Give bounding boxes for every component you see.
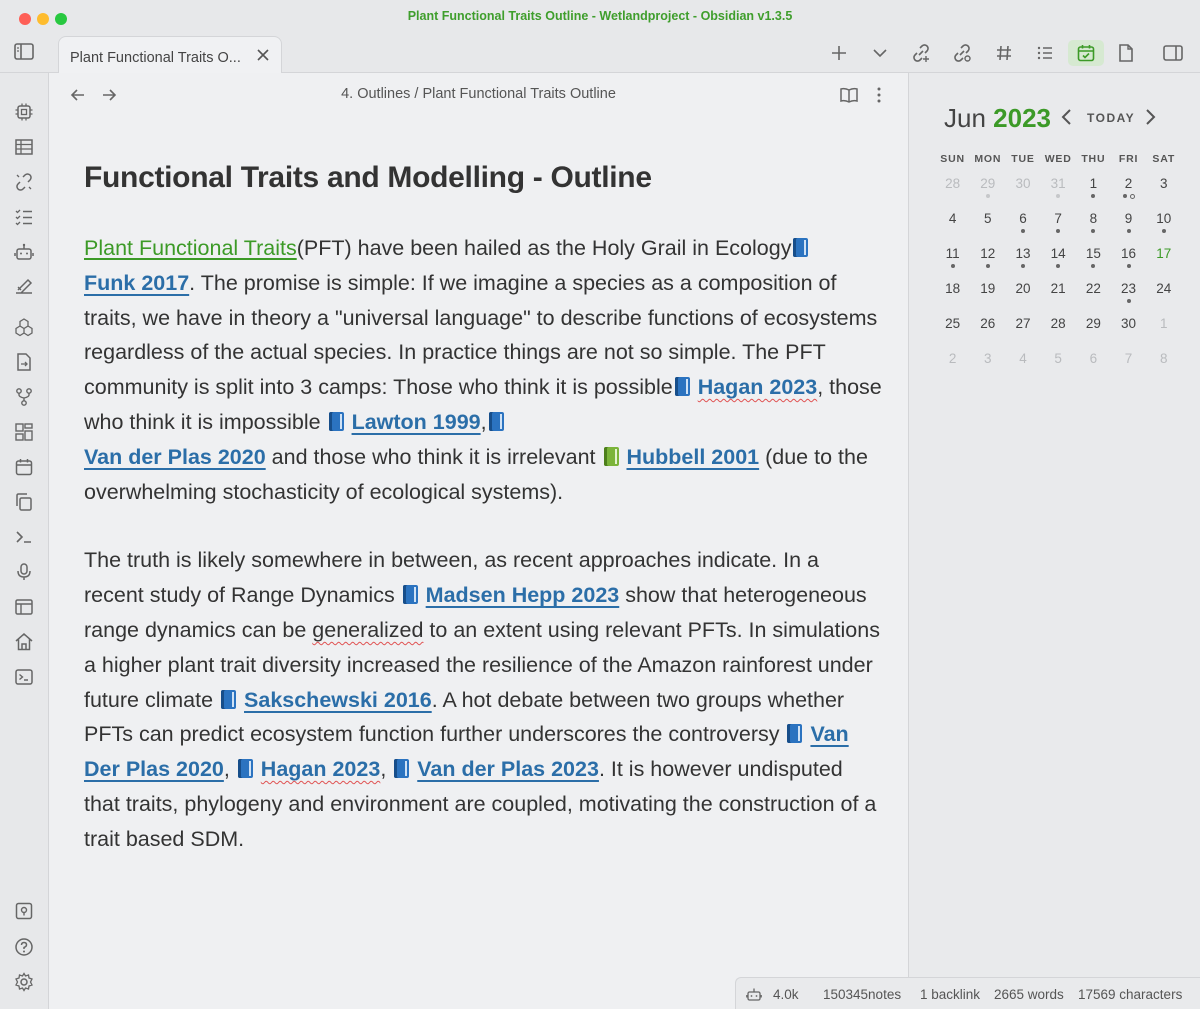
note-dot (1127, 264, 1131, 268)
note-dot (1056, 264, 1060, 268)
calendar-day-number: 30 (1121, 316, 1137, 331)
backlinks-count[interactable]: 1 backlink (920, 987, 981, 1002)
more-options-icon[interactable] (869, 85, 889, 105)
calendar-day[interactable] (1005, 209, 1040, 244)
terminal-icon[interactable] (12, 525, 36, 549)
calendar-day-number: 7 (1054, 211, 1062, 226)
calendar-day[interactable] (1041, 174, 1076, 209)
weekday-label: TUE (1011, 153, 1035, 165)
editor-pane (49, 73, 908, 1009)
citation-link-funk[interactable]: Funk 2017 (84, 270, 190, 295)
document[interactable] (84, 161, 884, 891)
calendar-week (935, 349, 1197, 384)
calendar-day[interactable] (1076, 349, 1111, 384)
citation-link-van-der-plas[interactable]: Van der Plas 2020 (84, 444, 266, 469)
note-indicator-dots (1076, 334, 1111, 340)
tab-plant-functional-traits[interactable] (58, 36, 282, 74)
text: , (223, 757, 236, 782)
calendar-day-number: 3 (984, 351, 992, 366)
book-icon (675, 377, 690, 396)
calendar-day[interactable] (935, 349, 970, 384)
note-dot (1127, 229, 1131, 233)
citation-link-van-der-plas-2020[interactable]: Van Der Plas 2020 (84, 722, 849, 782)
calendar-day[interactable] (970, 349, 1005, 384)
calendar-day[interactable] (1041, 279, 1076, 314)
book-icon (604, 447, 619, 466)
calendar-day-number: 13 (1015, 246, 1031, 261)
calendar-day[interactable] (970, 314, 1005, 349)
chevron-down-icon[interactable] (866, 40, 894, 66)
text: , (380, 757, 393, 782)
book-icon (221, 690, 236, 709)
note-indicator-dots (1005, 299, 1040, 305)
calendar-week (935, 209, 1197, 244)
calendar-day-number: 15 (1085, 246, 1101, 261)
note-indicator-dots (1111, 334, 1146, 340)
book-icon (787, 724, 802, 743)
note-indicator-dots (1111, 299, 1146, 305)
calendar-day-number: 22 (1085, 281, 1101, 296)
calendar-day-number: 1 (1089, 176, 1098, 191)
calendar-day[interactable] (1111, 244, 1146, 279)
note-indicator-dots (1041, 264, 1076, 270)
internal-link-pft[interactable]: Plant Functional Traits (84, 236, 297, 260)
calendar-day-number: 19 (980, 281, 996, 296)
note-indicator-dots (1041, 229, 1076, 235)
list-icon[interactable] (1031, 40, 1059, 66)
calendar-day-number: 29 (980, 176, 996, 191)
calendar-day[interactable] (1041, 209, 1076, 244)
calendar-day[interactable] (1041, 349, 1076, 384)
calendar-day-number: 25 (945, 316, 961, 331)
calendar-day-number: 10 (1156, 211, 1172, 226)
calendar-day-number: 6 (1019, 211, 1027, 226)
text: . A hot debate between two groups whether PFTs can predict ecosystem function further underscores the controversy (84, 687, 845, 747)
paragraph-1 (84, 231, 884, 509)
calendar-check-icon[interactable] (1068, 40, 1104, 66)
calendar-day[interactable] (970, 174, 1005, 209)
note-indicator-dots (970, 334, 1005, 340)
title-bar (0, 0, 1200, 32)
text: and those who think it is irrelevant (265, 444, 602, 469)
reading-view-icon[interactable] (839, 85, 859, 105)
calendar-day-number: 3 (1159, 176, 1168, 191)
calendar-day-number: 2 (1124, 176, 1133, 191)
calendar-day[interactable] (1076, 314, 1111, 349)
copy-icon[interactable] (12, 490, 36, 514)
robot-icon[interactable] (12, 240, 36, 264)
calendar-day[interactable] (1005, 174, 1040, 209)
calendar-grid (935, 153, 1197, 384)
weekday-label: WED (1044, 153, 1072, 165)
table-icon[interactable] (12, 135, 36, 159)
calendar-day[interactable] (935, 279, 970, 314)
tab-bar (0, 32, 1200, 73)
weekday-label: THU (1081, 153, 1106, 165)
dashboard-icon[interactable] (12, 420, 36, 444)
calendar-title (944, 103, 1051, 134)
calendar-day[interactable] (935, 244, 970, 279)
calendar-day[interactable] (970, 244, 1005, 279)
note-dot (986, 194, 990, 198)
calendar-day-number: 2 (948, 351, 957, 366)
calendar-day[interactable] (1076, 279, 1111, 314)
text: . It is however undisputed that traits, phylogeny and environment are coupled, motivating the construction of a trait based SDM. (84, 757, 877, 851)
calendar-day-number: 16 (1121, 246, 1137, 261)
note-indicator-dots (970, 299, 1005, 305)
calendar-day-number: 11 (945, 246, 960, 261)
note-indicator-dots (935, 264, 970, 270)
note-dot (986, 264, 990, 268)
calendar-month: Jun (944, 103, 986, 133)
calendar-day-number: 5 (1054, 351, 1062, 366)
branches-icon[interactable] (12, 385, 36, 409)
calendar-day-number: 4 (1019, 351, 1027, 366)
misspelled-word: generalized (312, 617, 424, 642)
text: , (480, 409, 487, 434)
calendar-day-number: 7 (1124, 351, 1133, 366)
calendar-day-number: 1 (1159, 316, 1168, 331)
note-indicator-dots (1146, 334, 1181, 340)
text: The truth is likely somewhere in between, as recent approaches indicate. In a recent study of Range Dynamics (84, 548, 819, 608)
calendar-day-number: 12 (980, 246, 996, 261)
right-sidebar-icon[interactable] (1159, 40, 1187, 66)
calendar-day-number: 8 (1089, 211, 1098, 226)
note-indicator-dots (1146, 229, 1181, 235)
calendar-day-number: 18 (945, 281, 961, 296)
note-indicator-dots (1111, 194, 1146, 200)
note-dot (951, 264, 955, 268)
weekday-label: SUN (940, 153, 965, 165)
calendar-day[interactable] (1146, 279, 1181, 314)
citation-link-hagan-2023[interactable]: Hagan 2023 (260, 757, 381, 782)
file-export-icon[interactable] (12, 350, 36, 374)
link-icon[interactable] (948, 40, 976, 66)
calendar-day[interactable] (935, 174, 970, 209)
window-title: Plant Functional Traits Outline - Wetlandproject - Obsidian v1.3.5 (407, 9, 793, 23)
text: to an extent using relevant PFTs. In simulations a higher plant trait diversity increased the resilience of the Amazon rainforest under future climate (84, 617, 880, 712)
calendar-week (935, 174, 1197, 209)
close-icon[interactable] (255, 47, 271, 63)
note-indicator-dots (1111, 264, 1146, 270)
note-indicator-dots (1005, 369, 1040, 375)
text: (due to the overwhelming stochasticity of ecological systems). (84, 444, 868, 504)
note-indicator-dots (935, 194, 970, 200)
calendar-icon[interactable] (12, 455, 36, 479)
calendar-day-number: 28 (945, 176, 961, 191)
calendar-day[interactable] (1076, 174, 1111, 209)
note-indicator-dots (1076, 299, 1111, 305)
help-icon[interactable] (12, 935, 36, 959)
note-dot (1130, 194, 1135, 199)
link-broken-icon[interactable] (12, 170, 36, 194)
text: show that heterogeneous range dynamics can be (84, 583, 867, 642)
layout-icon[interactable] (12, 595, 36, 619)
calendar-day-number: 8 (1159, 351, 1168, 366)
note-dot (1123, 194, 1127, 198)
chevron-right-icon[interactable] (1142, 108, 1158, 126)
citation-link-lawton[interactable]: Lawton 1999 (351, 409, 481, 434)
plus-icon[interactable] (825, 40, 853, 66)
calendar-day[interactable] (1146, 349, 1181, 384)
book-icon (489, 412, 504, 431)
calendar-day[interactable] (970, 279, 1005, 314)
note-indicator-dots (970, 369, 1005, 375)
cubes-icon[interactable] (12, 315, 36, 339)
note-indicator-dots (1076, 229, 1111, 235)
settings-icon[interactable] (12, 970, 36, 994)
calendar-days (935, 174, 1197, 384)
tab-label: Plant Functional Traits O... (70, 50, 241, 66)
calendar-week (935, 314, 1197, 349)
note-indicator-dots (1146, 264, 1181, 270)
calendar-day[interactable] (970, 209, 1005, 244)
note-dot (1056, 229, 1060, 233)
calendar-day[interactable] (1076, 244, 1111, 279)
calendar-day[interactable] (1146, 314, 1181, 349)
calendar-day-number: 21 (1050, 281, 1066, 296)
calendar-year: 2023 (993, 103, 1051, 133)
calendar-day-number: 17 (1156, 246, 1172, 261)
calendar-day[interactable] (1005, 244, 1040, 279)
citation-link-sakschewski[interactable]: Sakschewski 2016 (244, 687, 432, 712)
note-dot (1091, 229, 1095, 233)
file-icon[interactable] (1112, 40, 1140, 66)
calendar-day-number: 27 (1015, 316, 1031, 331)
note-indicator-dots (935, 334, 970, 340)
note-indicator-dots (1005, 194, 1040, 200)
citation-link-madsen-hepp[interactable]: Madsen Hepp 2023 (425, 583, 620, 608)
weekday-label: FRI (1118, 153, 1139, 165)
character-count: 17569 characters (1078, 987, 1183, 1002)
writing-hand-icon[interactable] (12, 275, 36, 299)
right-sidebar (908, 73, 1200, 1009)
note-dot (1127, 299, 1131, 303)
calendar-week (935, 244, 1197, 279)
note-dot (1021, 229, 1025, 233)
note-indicator-dots (1146, 369, 1181, 375)
note-indicator-dots (1111, 369, 1146, 375)
status-bar (735, 977, 1200, 1009)
chip-icon[interactable] (12, 100, 36, 124)
note-indicator-dots (1076, 194, 1111, 200)
calendar-day-number: 23 (1121, 281, 1137, 296)
note-indicator-dots (1146, 299, 1181, 305)
calendar-day[interactable] (1041, 314, 1076, 349)
word-count: 2665 words (994, 987, 1064, 1002)
calendar-day[interactable] (935, 314, 970, 349)
note-dot (1021, 264, 1025, 268)
book-icon (793, 238, 808, 257)
page-title: Functional Traits and Modelling - Outline (84, 161, 652, 194)
sync-count: 4.0k (773, 987, 799, 1002)
book-icon (403, 585, 418, 604)
note-indicator-dots (970, 194, 1005, 200)
note-dot (1091, 194, 1095, 198)
note-indicator-dots (935, 299, 970, 305)
calendar-day-number: 30 (1015, 176, 1031, 191)
console-icon[interactable] (12, 665, 36, 689)
breadcrumb[interactable]: 4. Outlines / Plant Functional Traits Outline (341, 86, 616, 102)
calendar-day[interactable] (1111, 314, 1146, 349)
citation-link-hagan[interactable]: Hagan 2023 (697, 375, 818, 400)
calendar-day-number: 6 (1089, 351, 1098, 366)
paragraph-2 (84, 543, 884, 856)
home-icon[interactable] (12, 630, 36, 654)
calendar-day[interactable] (1146, 174, 1181, 209)
calendar-day-number: 26 (980, 316, 996, 331)
citation-link-hubbell[interactable]: Hubbell 2001 (626, 444, 760, 469)
book-icon (329, 412, 344, 431)
note-dot (1056, 194, 1060, 198)
calendar-day-number: 14 (1050, 246, 1066, 261)
calendar-day[interactable] (1111, 174, 1146, 209)
calendar-weekdays (935, 153, 1197, 165)
calendar-day-number: 24 (1156, 281, 1172, 296)
hash-icon[interactable] (990, 40, 1018, 66)
weekday-label: SAT (1152, 153, 1176, 165)
microphone-icon[interactable] (12, 560, 36, 584)
calendar-day-number: 28 (1050, 316, 1066, 331)
calendar-day[interactable] (1146, 209, 1181, 244)
calendar-day[interactable] (1111, 279, 1146, 314)
note-indicator-dots (935, 229, 970, 235)
calendar-day-number: 31 (1050, 176, 1066, 191)
note-indicator-dots (970, 264, 1005, 270)
note-indicator-dots (1041, 369, 1076, 375)
calendar-day-number: 9 (1124, 211, 1133, 226)
calendar-day[interactable] (1005, 349, 1040, 384)
vault-icon[interactable] (12, 899, 36, 923)
note-indicator-dots (1146, 194, 1181, 200)
book-icon (394, 759, 409, 778)
text: (PFT) have been hailed as the Holy Grail in Ecology (296, 236, 792, 260)
note-indicator-dots (1111, 229, 1146, 235)
calendar-day-number: 20 (1015, 281, 1031, 296)
calendar-day[interactable] (1111, 209, 1146, 244)
link-plus-icon[interactable] (907, 40, 935, 66)
robot-icon[interactable] (746, 986, 762, 1002)
note-dot (1162, 229, 1166, 233)
note-indicator-dots (1041, 334, 1076, 340)
checklist-icon[interactable] (12, 205, 36, 229)
book-icon (238, 759, 253, 778)
calendar-day-today[interactable] (1146, 244, 1181, 279)
calendar-day[interactable] (1005, 279, 1040, 314)
note-indicator-dots (935, 369, 970, 375)
note-indicator-dots (1005, 264, 1040, 270)
calendar-day-number: 4 (948, 211, 957, 226)
text: . The promise is simple: If we imagine a species as a composition of traits, we have in theory a "universal language" to describe functions of ecosystems regardless of the actual species. In practice things are not so simple. The PFT community is split into 3 camps: Those who think it is possible (84, 270, 878, 400)
left-ribbon (0, 73, 49, 1009)
note-dot (1091, 264, 1095, 268)
calendar-day[interactable] (1005, 314, 1040, 349)
calendar-day[interactable] (1076, 209, 1111, 244)
calendar-day[interactable] (1041, 244, 1076, 279)
text: , those who think it is impossible (84, 375, 882, 434)
weekday-label: MON (974, 153, 1002, 165)
note-indicator-dots (1076, 369, 1111, 375)
notes-count: 150345notes (823, 987, 902, 1002)
note-indicator-dots (1005, 334, 1040, 340)
left-sidebar-toggle-icon[interactable] (12, 41, 36, 63)
note-indicator-dots (1041, 299, 1076, 305)
calendar-week (935, 279, 1197, 314)
note-indicator-dots (1041, 194, 1076, 200)
calendar-day[interactable] (935, 209, 970, 244)
citation-link-van-der-plas-2023[interactable]: Van der Plas 2023 (417, 757, 599, 782)
note-indicator-dots (970, 229, 1005, 235)
chevron-left-icon[interactable] (1059, 108, 1075, 126)
today-button[interactable]: TODAY (1087, 111, 1136, 125)
calendar-day-number: 29 (1085, 316, 1101, 331)
note-indicator-dots (1076, 264, 1111, 270)
calendar-day[interactable] (1111, 349, 1146, 384)
note-indicator-dots (1005, 229, 1040, 235)
calendar-day-number: 5 (984, 211, 992, 226)
